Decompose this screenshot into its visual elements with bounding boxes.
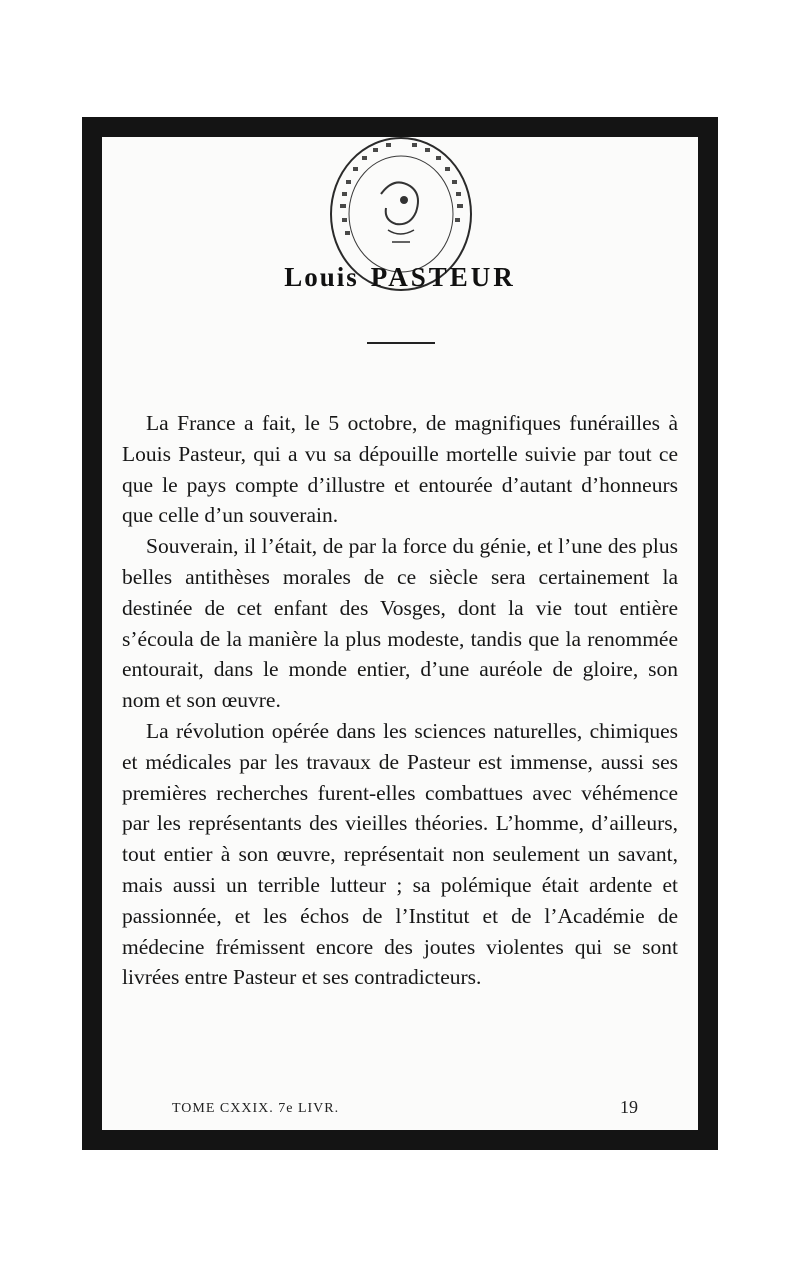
page-title bbox=[0, 257, 800, 297]
title-first-name: Louis bbox=[284, 262, 359, 292]
paragraph-3: La révolution opérée dans les sciences naturelles, chimiques et médicales par les travaux de Pasteur est immense, aussi ses premières recherches furent-elles combattues avec véhémence par les représentants des vieilles théories. L’homme, d’ailleurs, tout entier à son œuvre, représentait non seulement un savant, mais aussi un terrible lutteur ; sa polémique était ardente et passionnée, et les échos de l’Institut et de l’Académie de médecine frémissent encore des joutes violentes qui se sont livrées entre Pasteur et ses contradicteurs. bbox=[122, 718, 678, 990]
article-body bbox=[122, 408, 678, 993]
title-separator bbox=[367, 342, 435, 344]
tome-label: TOME CXXIX. 7e LIVR. bbox=[172, 1101, 340, 1116]
paragraph-1: La France a fait, le 5 octobre, de magnifiques funérailles à Louis Pasteur, qui a vu sa dépouille mortelle suivie par tout ce que le pays compte d’illustre et entourée d’autant d’honneurs que celle d’un souverain. bbox=[122, 411, 678, 528]
page-number: 19 bbox=[620, 1097, 638, 1117]
title-last-name: PASTEUR bbox=[370, 262, 516, 292]
page-footer bbox=[172, 1097, 638, 1121]
paragraph-2: Souverain, il l’était, de par la force du génie, et l’une des plus belles antithèses morales de ce siècle sera certainement la destinée de cet enfant des Vosges, dont la vie tout entière s’écoula de la manière la plus modeste, tandis que la renommée entourait, dans le monde entier, d’une auréole de gloire, son nom et son œuvre. bbox=[122, 534, 678, 713]
